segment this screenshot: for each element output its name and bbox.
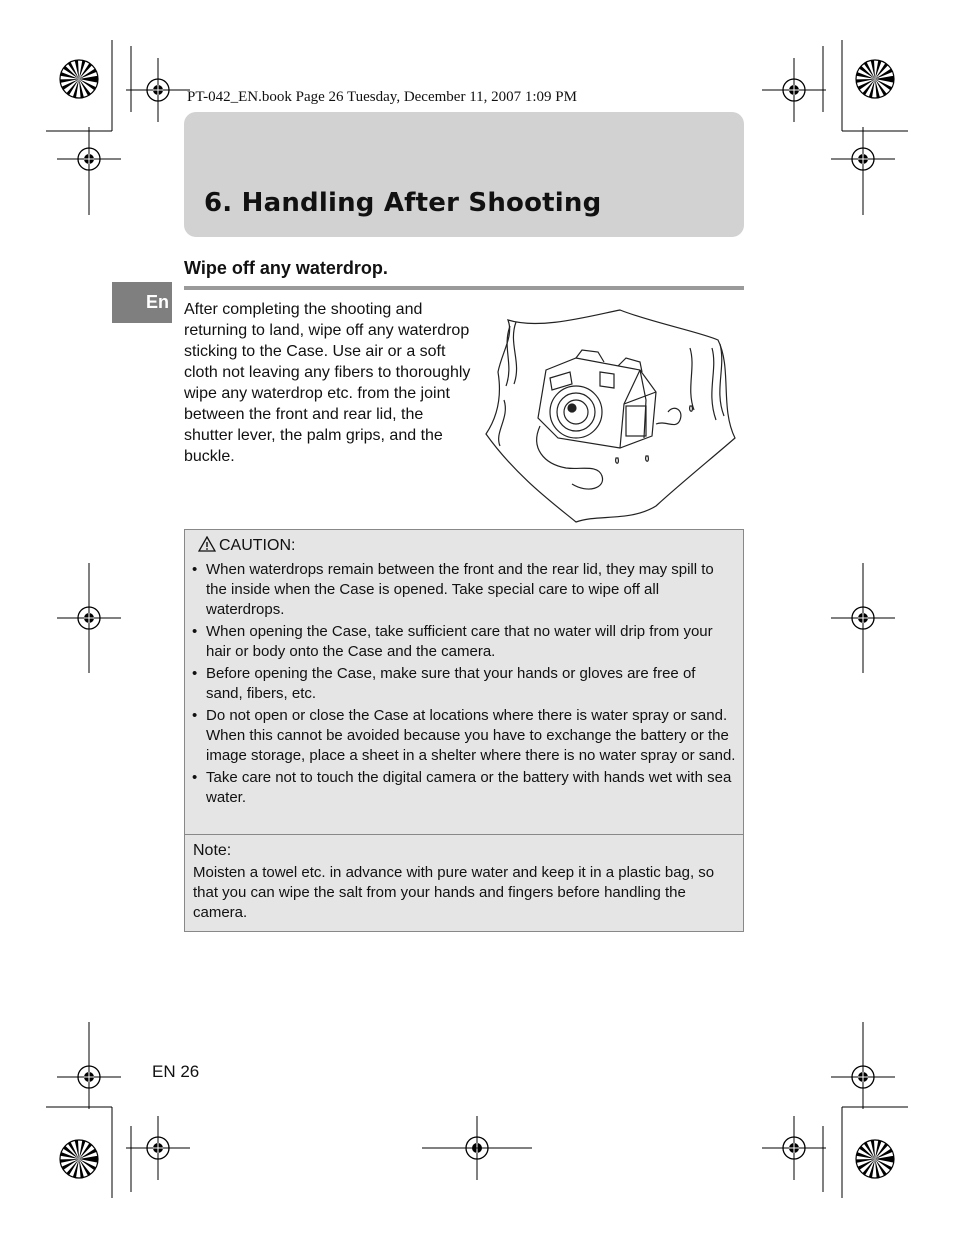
caution-title-text: CAUTION: xyxy=(219,537,296,554)
warning-triangle-icon xyxy=(198,536,216,552)
note-label: Note: xyxy=(193,842,232,859)
caution-item: • Before opening the Case, make sure that your hands or gloves are free of sand, fibers, etc. xyxy=(192,665,696,702)
section-heading: Wipe off any waterdrop. xyxy=(184,258,388,278)
print-header-line: PT-042_EN.book Page 26 Tuesday, December 11, 2007 1:09 PM xyxy=(187,89,577,105)
note-text: Moisten a towel etc. in advance with pure water and keep it in a plastic bag, so that you can wipe the salt from your hands and fingers before handling the camera. xyxy=(193,864,715,921)
section-divider xyxy=(184,286,744,290)
caution-item: • Do not open or close the Case at locations where there is water spray or sand. When this cannot be avoided because you have to exchange the battery or the image storage, place a sheet in a shelter where there is no water spray or sand. xyxy=(192,707,736,764)
language-tab-label: En xyxy=(146,292,170,312)
body-paragraph: After completing the shooting and returning to land, wipe off any waterdrop sticking to the Case. Use air or a soft cloth not leaving any fibers to thoroughly wipe any waterdrop etc. from the joint between the front and rear lid, the shutter lever, the palm grips, and the buckle. xyxy=(184,301,471,465)
caution-list xyxy=(192,560,736,810)
note-divider xyxy=(184,834,744,835)
caution-heading xyxy=(198,536,295,555)
language-tab xyxy=(112,282,172,323)
title-banner xyxy=(184,112,744,237)
caution-item: • When opening the Case, take sufficient care that no water will drip from your hair or body onto the Case and the camera. xyxy=(192,623,713,660)
page-number: EN 26 xyxy=(152,1062,200,1081)
page-title: 6. Handling After Shooting xyxy=(204,188,602,218)
caution-item: • When waterdrops remain between the front and the rear lid, they may spill to the inside when the Case is opened. Take special care to wipe off all waterdrops. xyxy=(192,561,714,618)
camera-case-illustration xyxy=(480,308,744,526)
caution-item: • Take care not to touch the digital camera or the battery with hands wet with sea water. xyxy=(192,769,732,806)
